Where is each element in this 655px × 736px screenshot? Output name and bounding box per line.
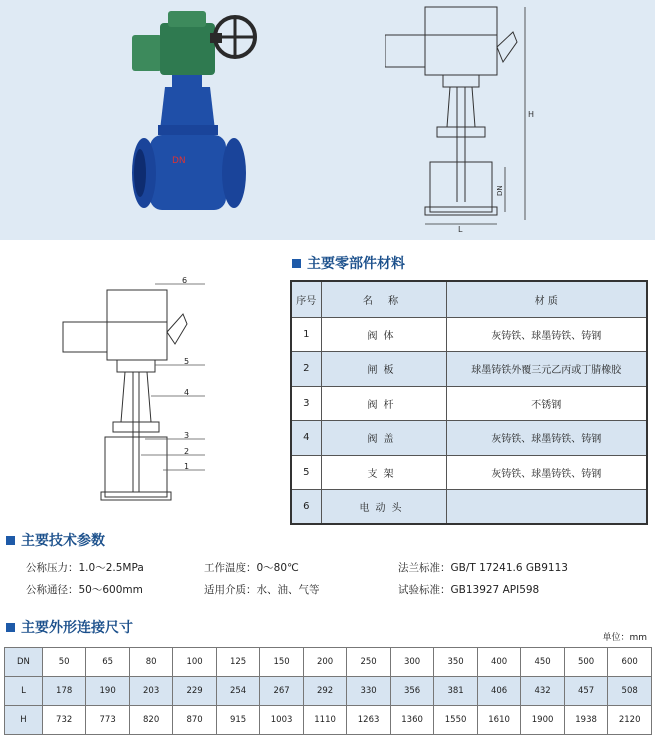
parts-section-title: 主要零部件材料 <box>292 253 405 273</box>
top-band <box>0 0 655 240</box>
dims-cell: 190 <box>86 677 129 706</box>
dims-cell: 432 <box>521 677 565 706</box>
dims-cell: 229 <box>173 677 216 706</box>
dims-cell: 457 <box>564 677 608 706</box>
label-l: L <box>458 225 463 234</box>
parts-header-name: 名 称 <box>321 281 446 317</box>
dims-cell: 2120 <box>608 706 652 735</box>
label-dn: DN <box>496 185 504 196</box>
table-row <box>5 706 652 735</box>
dims-cell: 65 <box>86 648 129 677</box>
dims-cell: 292 <box>303 677 347 706</box>
dims-cell: 450 <box>521 648 565 677</box>
param-test: 试验标准：GB13927 API598 <box>398 584 540 596</box>
valve-photo <box>110 5 270 230</box>
dims-cell: 773 <box>86 706 129 735</box>
dims-cell: 267 <box>260 677 304 706</box>
callout-5: 5 <box>184 357 190 366</box>
dims-cell: 203 <box>129 677 172 706</box>
dims-cell: 1003 <box>260 706 304 735</box>
dims-cell: 200 <box>303 648 347 677</box>
square-bullet-icon <box>6 623 15 632</box>
dims-cell: 508 <box>608 677 652 706</box>
param-flange: 法兰标准：GB/T 17241.6 GB9113 <box>398 562 568 574</box>
dims-cell: 400 <box>477 648 521 677</box>
label-h: H <box>528 110 535 119</box>
dims-cell: 1110 <box>303 706 347 735</box>
dims-row-label: L <box>5 677 43 706</box>
dims-cell: 80 <box>129 648 172 677</box>
dims-cell: 820 <box>129 706 172 735</box>
dims-cell: 50 <box>42 648 85 677</box>
dims-cell: 732 <box>42 706 85 735</box>
square-bullet-icon <box>292 259 301 268</box>
tech-params <box>26 560 646 600</box>
table-row: 1 阀体 灰铸铁、球墨铸铁、铸钢 <box>291 317 647 352</box>
parts-header-no: 序号 <box>291 281 321 317</box>
parts-header-material: 材 质 <box>446 281 647 317</box>
dims-cell: 1550 <box>434 706 478 735</box>
dims-cell: 356 <box>390 677 434 706</box>
table-row: 3 阀杆 不锈钢 <box>291 386 647 421</box>
svg-text:DN: DN <box>172 156 186 166</box>
dims-section-title: 主要外形连接尺寸 <box>6 617 133 637</box>
unit-label: 单位：mm <box>602 633 647 643</box>
callout-4: 4 <box>184 388 190 397</box>
dims-cell: 178 <box>42 677 85 706</box>
dims-cell: 870 <box>173 706 216 735</box>
callout-2: 2 <box>184 447 190 456</box>
table-row: 6 电动头 <box>291 490 647 525</box>
callout-3: 3 <box>184 431 190 440</box>
param-temperature: 工作温度：0～80℃ <box>204 562 299 574</box>
dims-table <box>4 647 652 735</box>
outline-drawing-top <box>385 2 555 234</box>
dims-cell: 150 <box>260 648 304 677</box>
parts-table <box>290 280 648 525</box>
param-pressure: 公称压力：1.0～2.5MPa <box>26 562 144 574</box>
dims-cell: 250 <box>347 648 391 677</box>
dims-cell: 1938 <box>564 706 608 735</box>
table-row: 4 阀盖 灰铸铁、球墨铸铁、铸钢 <box>291 421 647 456</box>
dims-row-label: DN <box>5 648 43 677</box>
table-row <box>5 677 652 706</box>
dims-cell: 100 <box>173 648 216 677</box>
callout-6: 6 <box>182 276 188 285</box>
dims-cell: 125 <box>216 648 259 677</box>
dims-cell: 1900 <box>521 706 565 735</box>
dims-row-label: H <box>5 706 43 735</box>
dims-cell: 1610 <box>477 706 521 735</box>
parts-drawing <box>55 272 205 517</box>
table-row: 2 闸板 球墨铸铁外覆三元乙丙或丁腈橡胶 <box>291 352 647 387</box>
dims-cell: 1360 <box>390 706 434 735</box>
dims-cell: 254 <box>216 677 259 706</box>
dims-cell: 500 <box>564 648 608 677</box>
param-diameter: 公称通径：50～600mm <box>26 584 143 596</box>
tech-section-title: 主要技术参数 <box>6 530 105 550</box>
dims-cell: 330 <box>347 677 391 706</box>
dims-cell: 381 <box>434 677 478 706</box>
dims-cell: 1263 <box>347 706 391 735</box>
param-medium: 适用介质：水、油、气等 <box>204 584 320 596</box>
dims-cell: 300 <box>390 648 434 677</box>
dims-cell: 406 <box>477 677 521 706</box>
table-row <box>5 648 652 677</box>
dims-cell: 350 <box>434 648 478 677</box>
table-row: 5 支架 灰铸铁、球墨铸铁、铸钢 <box>291 455 647 490</box>
callout-1: 1 <box>184 462 190 471</box>
dims-cell: 915 <box>216 706 259 735</box>
dims-cell: 600 <box>608 648 652 677</box>
square-bullet-icon <box>6 536 15 545</box>
